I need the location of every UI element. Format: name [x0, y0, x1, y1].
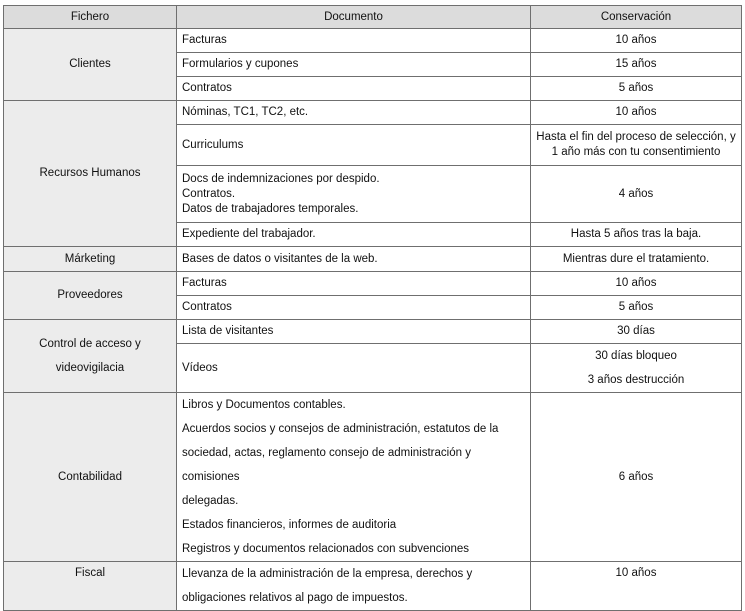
doc-cell: Nóminas, TC1, TC2, etc.: [177, 101, 531, 125]
table-row: [4, 247, 742, 272]
table-row: [4, 320, 742, 344]
retention-cell: 4 años: [531, 166, 742, 223]
header-conservacion: Conservación: [531, 6, 742, 29]
retention-cell: 30 días: [531, 320, 742, 344]
group-clientes: Clientes: [4, 29, 177, 101]
doc-line: Datos de trabajadores temporales.: [182, 202, 359, 215]
doc-line: Estados financieros, informes de auditoria: [182, 519, 397, 531]
doc-line: sociedad, actas, reglamento consejo de administración y comisiones: [182, 447, 471, 483]
doc-cell: Vídeos: [177, 344, 531, 393]
table-row: [4, 29, 742, 53]
doc-line: Llevanza de la administración de la empresa, derechos y: [182, 568, 473, 580]
doc-line: delegadas.: [182, 495, 239, 507]
doc-cell: Curriculums: [177, 125, 531, 166]
doc-cell: Contratos: [177, 77, 531, 101]
doc-line: Contratos.: [182, 187, 236, 200]
doc-cell: Lista de visitantes: [177, 320, 531, 344]
group-line: videovigilacia: [55, 362, 125, 374]
table-row: [4, 272, 742, 296]
header-row: [4, 6, 742, 29]
retention-cell: [531, 125, 742, 166]
retention-cell: 15 años: [531, 53, 742, 77]
retention-line: 1 año más con tu consentimiento: [551, 146, 721, 158]
doc-line: Libros y Documentos contables.: [182, 399, 346, 411]
doc-cell: Facturas: [177, 29, 531, 53]
group-proveedores: Proveedores: [4, 272, 177, 320]
retention-line: Hasta el fin del proceso de selección, y: [536, 131, 736, 143]
group-fiscal: Fiscal: [4, 562, 177, 611]
retention-cell: 6 años: [531, 393, 742, 562]
retention-cell: 10 años: [531, 272, 742, 296]
retention-line: 3 años destrucción: [587, 374, 685, 386]
doc-cell: [177, 166, 531, 223]
doc-cell: Expediente del trabajador.: [177, 223, 531, 247]
doc-cell: Contratos: [177, 296, 531, 320]
table-row: [4, 562, 742, 611]
table-row: [4, 101, 742, 125]
group-recursos-humanos: Recursos Humanos: [4, 101, 177, 247]
doc-line: Docs de indemnizaciones por despido.: [182, 172, 380, 185]
header-fichero: Fichero: [4, 6, 177, 29]
doc-cell: [177, 393, 531, 562]
doc-line: Registros y documentos relacionados con subvenciones: [182, 543, 470, 555]
retention-cell: 5 años: [531, 77, 742, 101]
retention-cell: Mientras dure el tratamiento.: [531, 247, 742, 272]
doc-line: Acuerdos socios y consejos de administración, estatutos de la: [182, 423, 499, 435]
retention-cell: 5 años: [531, 296, 742, 320]
doc-line: obligaciones relativos al pago de impuestos.: [182, 592, 408, 604]
header-documento: Documento: [177, 6, 531, 29]
retention-table: [3, 5, 742, 611]
table-row: [4, 393, 742, 562]
retention-cell: [531, 344, 742, 393]
retention-cell: 10 años: [531, 101, 742, 125]
group-contabilidad: Contabilidad: [4, 393, 177, 562]
retention-line: 30 días bloqueo: [595, 350, 677, 362]
group-marketing: Márketing: [4, 247, 177, 272]
group-line: Control de acceso y: [39, 338, 141, 350]
retention-cell: 10 años: [531, 29, 742, 53]
retention-cell: Hasta 5 años tras la baja.: [531, 223, 742, 247]
retention-cell: 10 años: [531, 562, 742, 611]
doc-cell: Bases de datos o visitantes de la web.: [177, 247, 531, 272]
doc-cell: Facturas: [177, 272, 531, 296]
group-control-acceso: [4, 320, 177, 393]
doc-cell: Formularios y cupones: [177, 53, 531, 77]
doc-cell: [177, 562, 531, 611]
